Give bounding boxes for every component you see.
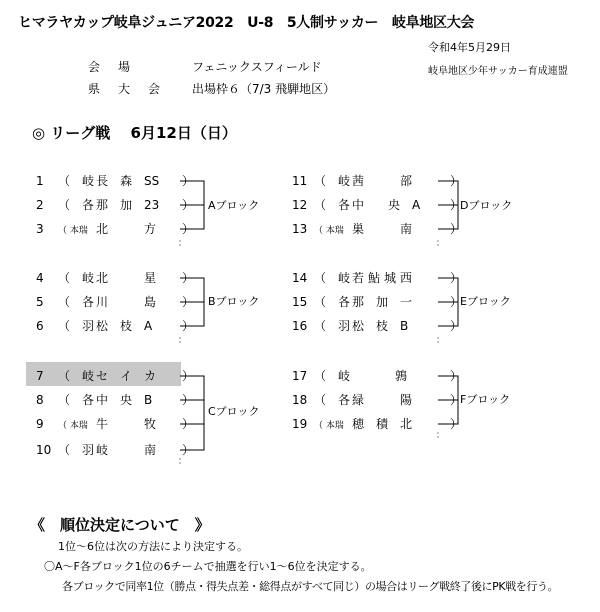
team-close: ） [450,393,463,407]
team-name: 岐 南 [96,443,157,457]
team-name: セ イ カ [96,369,157,383]
team-close: ） [182,369,195,383]
team-close: ） [182,222,195,236]
qualification-value: 出場枠６（7/3 飛騨地区） [192,82,336,96]
organizer: 岐阜地区少年サッカー育成連盟 [428,66,568,77]
ranking-line-3: 各ブロックで同率1位（勝点・得失点差・総得点がすべて同じ）の場合はリーグ戦終了後にPK戦を行う。 [62,580,559,593]
team-close: ） [450,222,463,236]
team-number: 17 [292,369,308,383]
venue-value: フェニックスフィールド [192,60,322,74]
team-name: 中 央 B [96,393,153,407]
team-name: 中 央 A [352,198,421,212]
team-close: ） [182,271,195,285]
ranking-heading: 《 順位決定について 》 [30,516,210,534]
ranking-line-2: 〇A～F各ブロック1位の6チームで抽選を行い1～6位を決定する。 [44,560,372,573]
block-label: Fブロック [460,393,511,406]
team-number: 10 [36,443,52,457]
date: 令和4年5月29日 [428,41,511,54]
team-name: 牛 牧 [96,417,157,431]
team-close: ） [450,369,463,383]
team-name: 松 枝 A [96,319,153,333]
team-district: （ 本瑞 [314,421,344,431]
team-district: （ 本瑞 [58,226,88,236]
team-number: 1 [36,174,44,188]
team-number: 12 [292,198,308,212]
block-label: Eブロック [460,295,511,308]
team-name: 鶉 [394,369,407,383]
team-number: 2 [36,198,44,212]
team-number: 4 [36,271,44,285]
team-name: 茜 部 [352,174,413,188]
ranking-line-1: 1位～6位は次の方法により決定する。 [58,540,248,553]
team-district: （ 岐 [314,369,351,383]
team-name: 北 星 [96,271,157,285]
team-close: ） [450,198,463,212]
team-number: 5 [36,295,44,309]
team-name: 長 森 SS [96,174,160,188]
team-district: （ 各 [58,393,95,407]
team-district: （ 羽 [58,319,95,333]
block-label: Aブロック [208,199,260,212]
venue-label: 会場 [88,60,149,74]
team-number: 11 [292,174,308,188]
team-district: （ 岐 [314,271,351,285]
team-number: 13 [292,222,308,236]
team-number: 16 [292,319,308,333]
team-district: （ 各 [314,295,351,309]
qualification-label: 県大会 [88,82,179,96]
team-name: 穂 積 北 [352,417,413,431]
team-number: 18 [292,393,308,407]
team-close: ） [182,174,195,188]
team-number: 7 [36,369,44,383]
team-district: （ 羽 [58,443,95,457]
team-close: ） [182,393,195,407]
team-district: （ 本瑞 [314,226,344,236]
team-close: ） [182,319,195,333]
team-close: ） [182,417,195,431]
team-district: （ 岐 [58,369,95,383]
team-number: 15 [292,295,308,309]
team-district: （ 岐 [58,174,95,188]
team-district: （ 各 [58,198,95,212]
team-number: 14 [292,271,308,285]
team-close: ） [450,295,463,309]
team-district: （ 岐 [314,174,351,188]
team-district: （ 各 [314,198,351,212]
league-heading: ◎ リーグ戦 6月12日（日） [32,124,237,142]
team-name: 那 加 23 [96,198,160,212]
team-name: 那 加 一 [352,295,413,309]
team-number: 3 [36,222,44,236]
block-label: Dブロック [460,199,513,212]
team-district: （ 羽 [314,319,351,333]
block-label: Cブロック [208,405,260,418]
team-close: ） [182,198,195,212]
team-close: ） [182,295,195,309]
team-close: ） [450,271,463,285]
team-district: （ 各 [58,295,95,309]
team-district: （ 岐 [58,271,95,285]
team-close: ） [450,417,463,431]
team-name: 若鮎城西 [352,271,417,285]
team-name: 巣 南 [352,222,413,236]
team-close: ） [450,319,463,333]
team-district: （ 各 [314,393,351,407]
team-number: 6 [36,319,44,333]
team-district: （ 本瑞 [58,421,88,431]
team-number: 8 [36,393,44,407]
team-name: 川 島 [96,295,157,309]
team-close: ） [450,174,463,188]
team-name: 北 方 [96,222,157,236]
team-name: 緑 陽 [352,393,413,407]
team-close: ） [182,443,195,457]
block-label: Bブロック [208,295,260,308]
team-number: 19 [292,417,308,431]
team-number: 9 [36,417,44,431]
page-title: ヒマラヤカップ岐阜ジュニア2022 U-8 5人制サッカー 岐阜地区大会 [18,15,475,31]
team-name: 松 枝 B [352,319,409,333]
